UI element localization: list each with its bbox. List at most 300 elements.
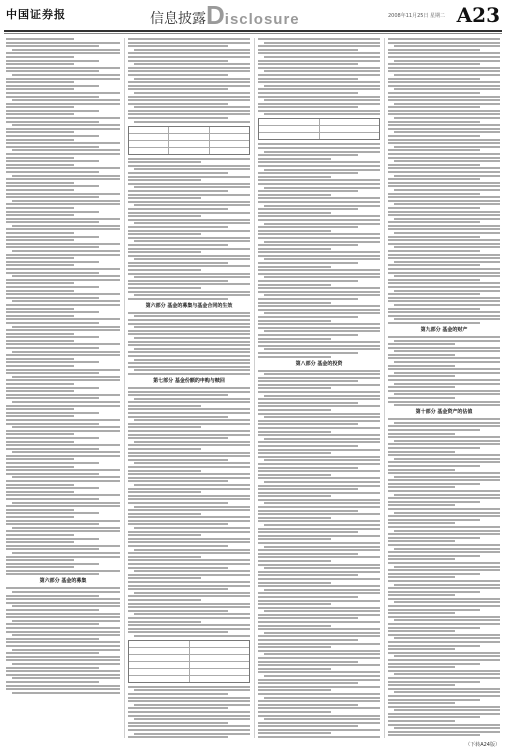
text-line (264, 373, 380, 375)
text-line (394, 189, 500, 191)
text-line (134, 121, 250, 123)
text-line (258, 334, 358, 336)
section-title-cn: 信息披露 (150, 11, 206, 27)
text-line (128, 502, 228, 504)
text-line (128, 269, 201, 271)
text-line (6, 494, 120, 496)
text-line (258, 560, 331, 562)
text-line (128, 729, 250, 731)
text-line (128, 233, 201, 235)
text-line (6, 211, 99, 213)
text-line (388, 243, 500, 245)
text-line (258, 298, 358, 300)
text-line (258, 463, 380, 465)
text-line (6, 329, 120, 331)
text-line (128, 473, 250, 475)
text-line (388, 612, 455, 614)
text-line (388, 113, 500, 115)
text-line (388, 522, 455, 524)
text-line (394, 103, 500, 105)
text-line (388, 300, 500, 302)
text-line (258, 212, 331, 214)
text-line (264, 151, 380, 153)
text-line (12, 250, 120, 252)
text-line (258, 661, 358, 663)
text-line (388, 49, 480, 51)
text-line (388, 634, 500, 636)
text-line (258, 226, 358, 228)
text-line (258, 237, 380, 239)
text-line (12, 502, 120, 504)
text-line (128, 117, 228, 119)
text-line (388, 576, 455, 578)
text-line (6, 659, 120, 661)
text-line (134, 348, 250, 350)
text-line (128, 99, 250, 101)
column-3 (258, 38, 380, 738)
text-line (128, 330, 250, 332)
text-line (134, 359, 250, 361)
text-line (388, 486, 455, 488)
text-line (388, 699, 480, 701)
text-line (6, 419, 120, 421)
text-line (6, 189, 74, 191)
text-line (128, 725, 250, 727)
text-line (388, 558, 455, 560)
text-line (128, 559, 250, 561)
text-line (394, 458, 500, 460)
text-line (6, 236, 99, 238)
text-line (258, 495, 331, 497)
text-line (128, 226, 228, 228)
text-line (388, 357, 500, 359)
text-line (258, 92, 358, 94)
masthead-rule (4, 30, 502, 32)
text-line (258, 103, 380, 105)
text-line (6, 315, 74, 317)
text-line (388, 153, 500, 155)
text-line (6, 623, 99, 625)
text-line (258, 707, 380, 709)
text-line (258, 643, 380, 645)
column-1 (6, 38, 120, 738)
text-line (388, 645, 480, 647)
text-line (6, 613, 120, 615)
text-line (6, 627, 120, 629)
text-line (258, 420, 380, 422)
text-line (258, 81, 380, 83)
text-line (6, 178, 120, 180)
text-line (6, 56, 74, 58)
text-line (128, 248, 250, 250)
text-line (258, 621, 380, 623)
text-line (6, 462, 99, 464)
text-line (394, 383, 500, 385)
text-line (388, 666, 455, 668)
text-line (388, 386, 455, 388)
text-line (388, 315, 500, 317)
text-line (12, 620, 120, 622)
text-line (258, 520, 380, 522)
text-line (6, 308, 74, 310)
text-line (6, 354, 120, 356)
text-line (258, 574, 358, 576)
text-line (388, 580, 500, 582)
text-line (394, 494, 500, 496)
text-line (6, 182, 74, 184)
text-line (134, 186, 250, 188)
text-line (258, 715, 380, 717)
newspaper-name: 中国证券报 (6, 8, 66, 21)
text-line (6, 272, 99, 274)
text-line (128, 520, 250, 522)
text-line (388, 157, 500, 159)
text-line (388, 451, 455, 453)
text-line (128, 67, 250, 69)
text-line (128, 387, 250, 389)
text-line (388, 688, 500, 690)
text-line (258, 230, 331, 232)
text-line (388, 641, 500, 643)
text-line (6, 218, 120, 220)
text-line (128, 52, 250, 54)
text-line (388, 193, 480, 195)
text-line (6, 70, 99, 72)
text-line (258, 190, 358, 192)
text-line (264, 632, 380, 634)
text-line (388, 121, 480, 123)
text-line (388, 544, 500, 546)
text-line (6, 530, 120, 532)
text-line (388, 479, 500, 481)
text-line (6, 81, 74, 83)
text-line (128, 624, 250, 626)
text-line (6, 541, 74, 543)
text-line (388, 38, 500, 40)
text-line (6, 243, 120, 245)
text-line (388, 677, 500, 679)
text-line (258, 456, 380, 458)
text-line (12, 99, 120, 101)
text-line (128, 567, 228, 569)
text-line (264, 502, 380, 504)
text-line (128, 498, 250, 500)
text-line (264, 99, 380, 101)
text-line (394, 637, 500, 639)
text-line (128, 581, 250, 583)
text-line (128, 319, 250, 321)
text-line (258, 571, 380, 573)
text-line (264, 56, 380, 58)
text-line (258, 413, 380, 415)
text-line (388, 659, 500, 661)
text-line (258, 582, 331, 584)
text-line (264, 610, 380, 612)
text-line (388, 110, 500, 112)
text-line (134, 419, 250, 421)
text-line (128, 208, 228, 210)
text-line (12, 401, 120, 403)
text-line (6, 631, 120, 633)
text-line (6, 441, 74, 443)
text-line (6, 516, 74, 518)
text-line (388, 540, 455, 542)
text-line (388, 454, 500, 456)
text-line (6, 347, 99, 349)
text-line (128, 423, 250, 425)
text-line (258, 161, 380, 163)
text-line (6, 52, 120, 54)
text-line (258, 668, 331, 670)
text-line (388, 268, 500, 270)
text-line (128, 736, 228, 738)
text-line (394, 146, 500, 148)
text-line (388, 135, 480, 137)
text-line (388, 429, 480, 431)
text-line (6, 142, 120, 144)
text-line (134, 49, 250, 51)
text-line (6, 203, 120, 205)
masthead (0, 0, 506, 30)
text-line (128, 434, 250, 436)
text-line (388, 297, 500, 299)
text-line (6, 437, 99, 439)
text-line (258, 686, 380, 688)
text-line (388, 207, 480, 209)
text-line (258, 596, 358, 598)
text-line (388, 67, 500, 69)
text-line (6, 556, 120, 558)
text-line (128, 545, 228, 547)
text-line (258, 449, 380, 451)
text-line (388, 533, 500, 535)
text-line (128, 341, 250, 343)
text-line (394, 673, 500, 675)
text-line (258, 578, 380, 580)
text-line (264, 348, 380, 350)
text-line (128, 628, 250, 630)
text-line (264, 589, 380, 591)
text-line (6, 38, 74, 40)
text-line (6, 361, 99, 363)
text-line (258, 650, 380, 652)
text-line (258, 402, 358, 404)
text-line (128, 563, 250, 565)
text-line (388, 598, 500, 600)
text-line (134, 549, 250, 551)
text-line (388, 85, 500, 87)
text-line (6, 412, 99, 414)
text-line (388, 551, 500, 553)
text-line (128, 513, 201, 515)
text-line (388, 236, 480, 238)
text-line (388, 519, 480, 521)
text-line (258, 154, 358, 156)
text-line (258, 513, 380, 515)
text-line (128, 585, 250, 587)
text-line (128, 711, 250, 713)
text-line (6, 534, 74, 536)
text-line (258, 110, 380, 112)
text-line (128, 165, 250, 167)
text-line (128, 697, 250, 699)
text-line (258, 201, 380, 203)
text-line (134, 398, 250, 400)
text-line (388, 128, 500, 130)
text-line (128, 426, 201, 428)
text-line (388, 706, 500, 708)
text-line (394, 318, 500, 320)
text-line (6, 379, 120, 381)
text-line (6, 92, 120, 94)
text-line (388, 433, 455, 435)
text-line (6, 688, 120, 690)
text-line (134, 613, 250, 615)
text-line (258, 338, 331, 340)
text-line (258, 607, 380, 609)
text-line (388, 436, 500, 438)
text-line (6, 336, 99, 338)
text-line (6, 290, 74, 292)
text-line (264, 294, 380, 296)
text-line (12, 426, 120, 428)
text-line (6, 469, 120, 471)
text-line (388, 537, 480, 539)
text-line (6, 466, 74, 468)
text-line (258, 671, 380, 673)
text-line (388, 627, 480, 629)
text-line (258, 679, 380, 681)
text-line (394, 88, 500, 90)
text-line (6, 45, 99, 47)
text-line (388, 164, 480, 166)
text-line (258, 45, 380, 47)
masthead-subrule (4, 33, 502, 34)
text-line (394, 372, 500, 374)
text-line (388, 167, 500, 169)
text-line (12, 376, 120, 378)
text-line (394, 117, 500, 119)
text-line (264, 169, 380, 171)
text-line (258, 492, 380, 494)
text-line (128, 42, 250, 44)
text-line (264, 223, 380, 225)
column-divider (124, 38, 125, 738)
text-line (128, 291, 250, 293)
text-line (134, 718, 250, 720)
text-line (394, 512, 500, 514)
text-line (394, 175, 500, 177)
text-line (6, 282, 74, 284)
text-line (258, 74, 380, 76)
text-line (6, 135, 99, 137)
text-line (6, 128, 120, 130)
text-line (264, 697, 380, 699)
text-line (264, 481, 380, 483)
text-line (388, 447, 480, 449)
text-line (6, 505, 120, 507)
text-line (128, 81, 250, 83)
text-line (258, 269, 380, 271)
text-line (388, 465, 480, 467)
text-line (388, 670, 500, 672)
text-line (128, 362, 250, 364)
text-line (394, 393, 500, 395)
text-line (6, 164, 74, 166)
text-line (128, 391, 250, 393)
text-line (388, 106, 480, 108)
text-line (6, 297, 99, 299)
text-line (258, 158, 331, 160)
text-line (258, 628, 380, 630)
text-line (6, 520, 120, 522)
text-line (258, 722, 380, 724)
text-line (6, 394, 120, 396)
text-line (258, 183, 380, 185)
text-line (128, 488, 250, 490)
text-line (6, 246, 99, 248)
text-line (6, 139, 74, 141)
text-line (128, 70, 250, 72)
text-line (258, 384, 380, 386)
column-divider (254, 38, 255, 738)
text-line (394, 601, 500, 603)
text-line (264, 416, 380, 418)
text-line (128, 110, 250, 112)
section-title-rest: isclosure (224, 11, 300, 28)
text-line (264, 395, 380, 397)
text-line (388, 418, 500, 420)
text-line (6, 455, 120, 457)
text-line (6, 171, 99, 173)
text-line (388, 343, 455, 345)
text-line (394, 60, 500, 62)
text-line (388, 573, 480, 575)
text-line (128, 509, 250, 511)
text-line (258, 542, 380, 544)
text-line (258, 38, 380, 40)
text-line (128, 595, 250, 597)
text-line (134, 506, 250, 508)
text-line (6, 408, 74, 410)
text-line (258, 244, 358, 246)
column-2 (128, 38, 250, 738)
text-line (388, 42, 500, 44)
text-line (258, 273, 380, 275)
text-line (128, 603, 250, 605)
text-line (134, 326, 250, 328)
text-line (128, 158, 250, 160)
text-line (258, 165, 380, 167)
text-line (6, 214, 74, 216)
text-line (258, 510, 358, 512)
text-line (134, 168, 250, 170)
text-line (128, 323, 250, 325)
text-line (128, 455, 250, 457)
text-line (128, 621, 201, 623)
text-line (6, 487, 99, 489)
text-line (134, 704, 250, 706)
text-line (6, 681, 99, 683)
text-line (128, 74, 228, 76)
text-line (6, 566, 74, 568)
text-line (388, 78, 480, 80)
text-line (258, 197, 380, 199)
text-line (134, 294, 250, 296)
text-line (264, 653, 380, 655)
text-line (394, 74, 500, 76)
text-line (394, 261, 500, 263)
